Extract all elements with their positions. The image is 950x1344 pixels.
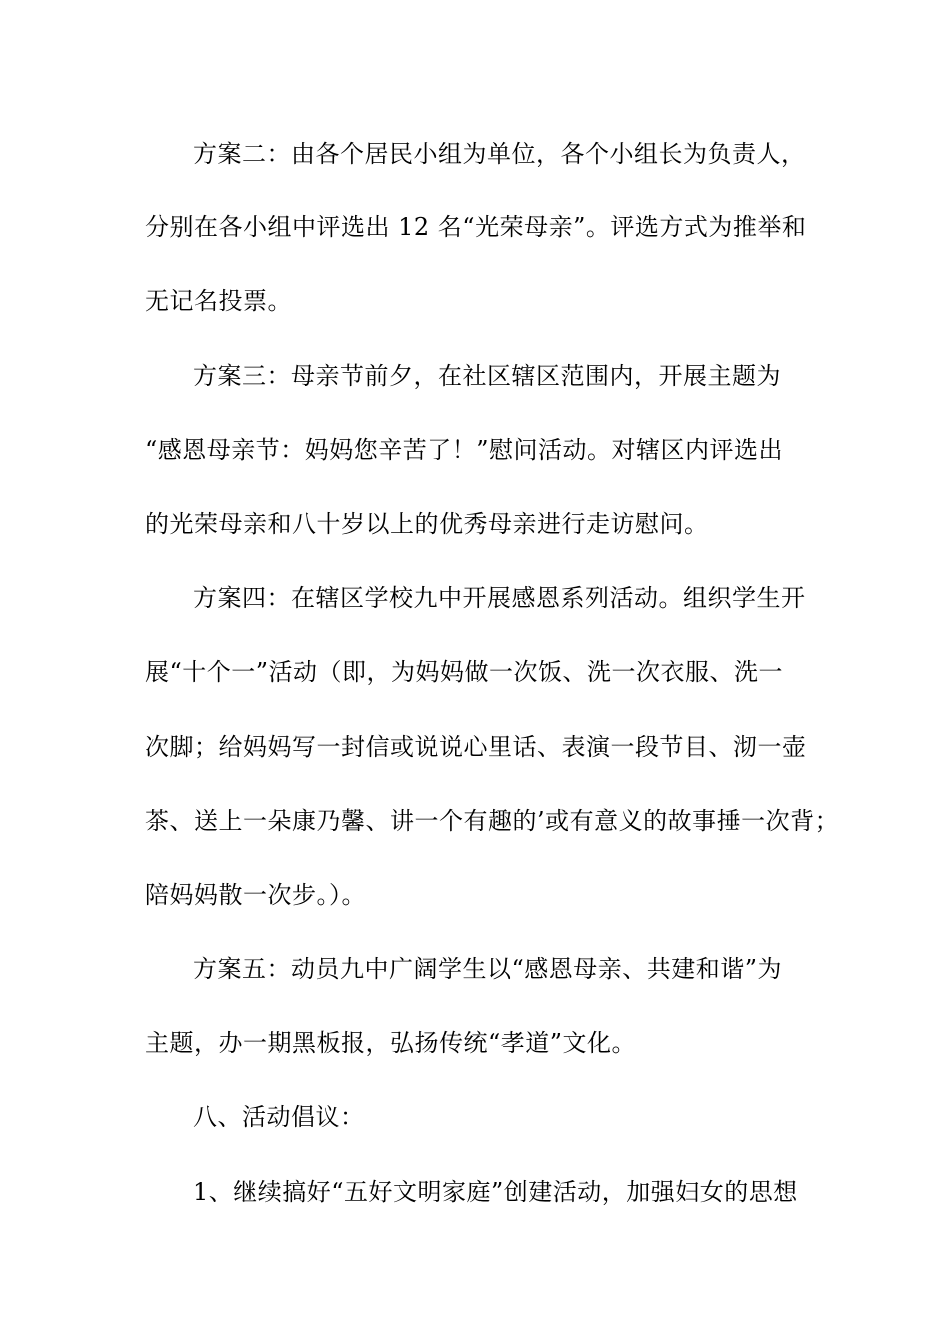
text-line: 展“十个一”活动（即，为妈妈做一次饭、洗一次衣服、洗一 [145, 658, 784, 686]
text-line: 次脚；给妈妈写一封信或说说心里话、表演一段节目、沏一壶 [145, 733, 807, 761]
text-line: “感恩母亲节：妈妈您辛苦了！”慰问活动。对辖区内评选出 [145, 436, 784, 464]
text-line: 1、继续搞好“五好文明家庭”创建活动，加强妇女的思想 [193, 1178, 798, 1206]
text-line: 无记名投票。 [145, 287, 292, 315]
text-line: 方案二：由各个居民小组为单位，各个小组长为负责人， [193, 140, 806, 168]
text-line: 主题，办一期黑板报，弘扬传统“孝道”文化。 [145, 1029, 637, 1057]
text-line: 的光荣母亲和八十岁以上的优秀母亲进行走访慰问。 [145, 510, 709, 538]
text-line: 方案三：母亲节前夕，在社区辖区范围内，开展主题为 [193, 362, 781, 390]
text-line: 方案四：在辖区学校九中开展感恩系列活动。组织学生开 [193, 584, 806, 612]
text-line: 方案五：动员九中广阔学生以“感恩母亲、共建和谐”为 [193, 955, 783, 983]
text-line: 分别在各小组中评选出 12 名“光荣母亲”。评选方式为推举和 [145, 213, 807, 241]
text-line: 陪妈妈散一次步。）。 [145, 881, 366, 909]
text-line: 茶、送上一朵康乃馨、讲一个有趣的’或有意义的故事捶一次背； [145, 807, 840, 835]
section-heading: 八、活动倡议： [193, 1103, 365, 1131]
